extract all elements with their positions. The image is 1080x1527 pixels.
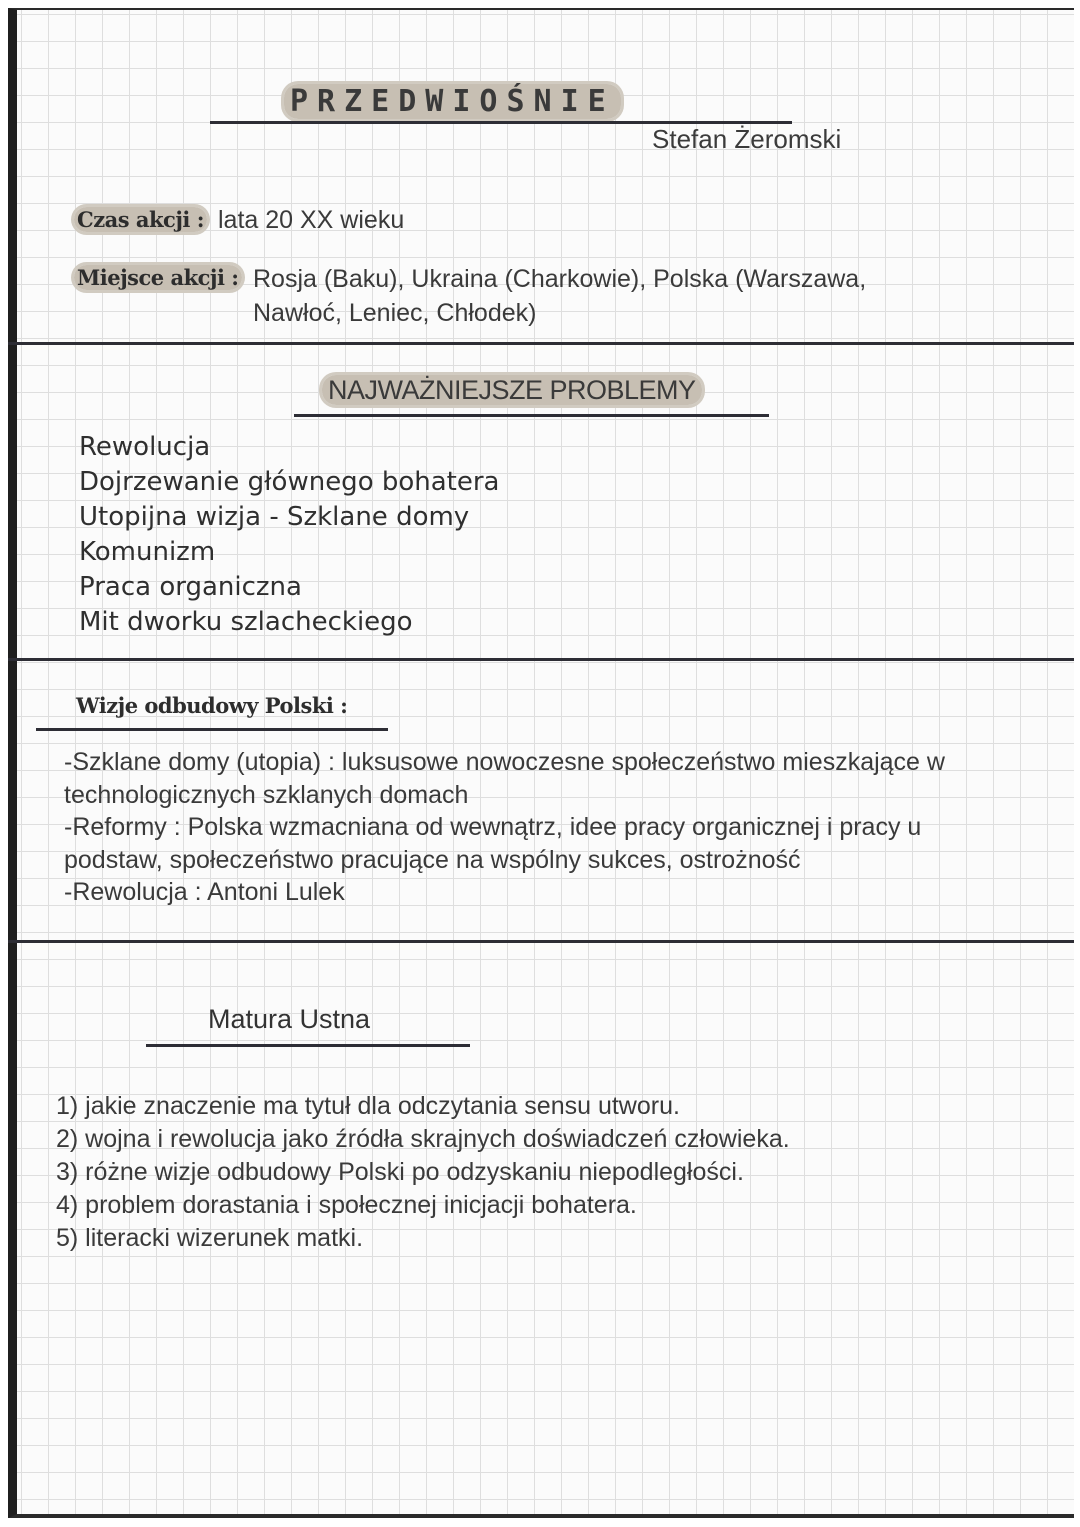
list-item: 3) różne wizje odbudowy Polski po odzyskaniu niepodległości. — [56, 1158, 744, 1186]
list-item: Utopijna wizja - Szklane domy — [79, 502, 470, 532]
author-name: Stefan Żeromski — [652, 124, 842, 154]
list-item: Dojrzewanie głównego bohatera — [79, 467, 500, 497]
page-title — [284, 84, 621, 120]
place-label: Miejsce akcji : — [74, 265, 242, 290]
text-line: -Rewolucja : Antoni Lulek — [64, 878, 345, 906]
list-item: 5) literacki wizerunek matki. — [56, 1224, 364, 1252]
text-line: -Reformy : Polska wzmacniana od wewnątrz, idee pracy organicznej i pracy u — [64, 813, 922, 841]
section-divider — [8, 658, 1074, 661]
visions-underline — [36, 728, 388, 731]
matura-title: Matura Ustna — [208, 1004, 371, 1034]
place-value: Rosja (Baku), Ukraina (Charkowie), Polska (Warszawa, Nawłoć, Leniec, Chłodek) — [253, 265, 867, 327]
problems-underline — [294, 414, 769, 417]
list-item: 1) jakie znaczenie ma tytuł dla odczytania sensu utworu. — [56, 1092, 680, 1120]
questions-list — [56, 1090, 790, 1255]
text-line: -Szklane domy (utopia) : luksusowe nowoczesne społeczeństwo mieszkające w — [64, 748, 945, 776]
text-line: technologicznych szklanych domach — [64, 780, 469, 809]
list-item: Komunizm — [79, 537, 216, 567]
text-line: podstaw, społeczeństwo pracujące na wspólny sukces, ostrożność — [64, 845, 801, 874]
visions-title: Wizje odbudowy Polski : — [76, 693, 348, 718]
time-row — [74, 207, 207, 232]
list-item: Praca organiczna — [79, 572, 302, 602]
problems-title: NAJWAŻNIEJSZE PROBLEMY — [322, 375, 702, 406]
section-divider — [8, 940, 1074, 943]
time-label: Czas akcji : — [74, 207, 207, 232]
visions-text — [64, 746, 1054, 909]
place-row — [74, 265, 242, 290]
list-item: 2) wojna i rewolucja jako źródła skrajnych doświadczeń człowieka. — [56, 1125, 790, 1153]
list-item: Mit dworku szlacheckiego — [79, 607, 413, 637]
problems-list — [79, 430, 500, 640]
title-highlight: PRZEDWIOŚNIE — [284, 84, 621, 119]
list-item: Rewolucja — [79, 432, 211, 462]
list-item: 4) problem dorastania i społecznej inicjacji bohatera. — [56, 1191, 637, 1219]
time-value: lata 20 XX wieku — [218, 206, 405, 234]
section-divider — [8, 342, 1074, 345]
matura-underline — [146, 1044, 470, 1047]
